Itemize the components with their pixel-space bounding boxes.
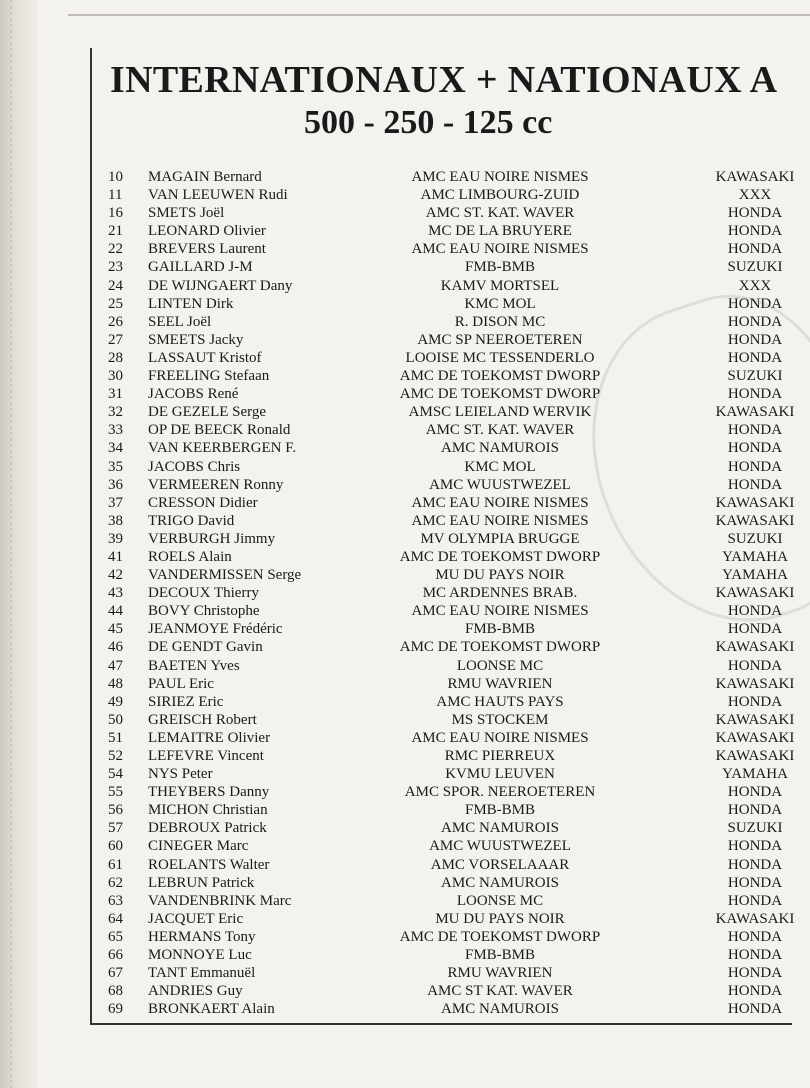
rider-name: BOVY Christophe <box>148 603 260 620</box>
rider-name: MONNOYE Luc <box>148 947 252 964</box>
rider-club: AMC LIMBOURG-ZUID <box>420 187 580 204</box>
rider-club: LOOISE MC TESSENDERLO <box>405 349 595 366</box>
rider-name: FREELING Stefaan <box>148 368 270 385</box>
rider-club: AMC EAU NOIRE NISMES <box>411 169 589 185</box>
rider-name: CRESSON Didier <box>148 494 258 511</box>
rider-club: MS STOCKEM <box>451 711 549 728</box>
rider-make: HONDA <box>727 657 783 674</box>
rider-make: KAWASAKI <box>715 748 795 764</box>
rider-name: VERBURGH Jimmy <box>148 530 276 547</box>
rider-row <box>0 946 810 964</box>
rider-row <box>0 747 810 765</box>
rider-name: VERMEEREN Ronny <box>148 476 284 493</box>
rider-name: TRIGO David <box>148 512 235 529</box>
rider-name: HERMANS Tony <box>148 928 256 945</box>
rider-row <box>0 548 810 566</box>
rider-number: 69 <box>108 1001 123 1018</box>
rider-club: MV OLYMPIA BRUGGE <box>420 530 580 547</box>
rider-make: HONDA <box>727 440 783 457</box>
rider-make: KAWASAKI <box>715 512 795 529</box>
rider-name: LEBRUN Patrick <box>148 874 255 891</box>
rider-club: AMC ST. KAT. WAVER <box>425 205 575 222</box>
rider-number: 48 <box>108 675 123 692</box>
rider-make: KAWASAKI <box>715 585 795 602</box>
rider-name: TANT Emmanuël <box>148 965 256 982</box>
rider-name: SMETS Joël <box>148 205 225 222</box>
rider-number: 65 <box>108 928 123 945</box>
rider-row <box>0 222 810 240</box>
rider-make: YAMAHA <box>722 766 788 783</box>
rider-make: KAWASAKI <box>715 711 795 728</box>
rider-club: FMB-BMB <box>464 621 536 638</box>
rider-number: 52 <box>108 748 123 764</box>
rider-number: 61 <box>108 856 123 873</box>
rider-row <box>0 783 810 801</box>
rider-make: HONDA <box>727 874 783 891</box>
rider-make: HONDA <box>727 802 783 819</box>
rider-number: 23 <box>108 259 123 276</box>
rider-club: KAMV MORTSEL <box>440 277 560 294</box>
rider-name: JACQUET Eric <box>148 910 244 927</box>
rider-number: 50 <box>108 711 123 728</box>
rider-club: AMSC LEIELAND WERVIK <box>408 404 592 421</box>
rider-name: DECOUX Thierry <box>148 585 259 602</box>
rider-name: SMEETS Jacky <box>148 331 244 348</box>
rider-make: SUZUKI <box>727 820 783 837</box>
rider-make: HONDA <box>727 983 783 1000</box>
rider-row <box>0 928 810 946</box>
rider-name: PAUL Eric <box>148 675 214 692</box>
rider-club: AMC DE TOEKOMST DWORP <box>399 639 601 656</box>
rider-club: AMC DE TOEKOMST DWORP <box>399 548 601 565</box>
rider-make: KAWASAKI <box>715 169 795 185</box>
rider-number: 56 <box>108 802 123 819</box>
rider-number: 67 <box>108 965 123 982</box>
rider-club: KMC MOL <box>464 295 536 312</box>
rider-number: 62 <box>108 874 123 891</box>
rider-club: MU DU PAYS NOIR <box>435 910 565 927</box>
rider-make: KAWASAKI <box>715 910 795 927</box>
rider-club: AMC DE TOEKOMST DWORP <box>399 386 601 403</box>
rider-number: 38 <box>108 512 123 529</box>
rider-row <box>0 204 810 222</box>
rider-name: VAN LEEUWEN Rudi <box>148 187 288 204</box>
rider-row <box>0 801 810 819</box>
rider-number: 33 <box>108 422 123 439</box>
rider-make: KAWASAKI <box>715 639 795 656</box>
rider-name: VAN KEERBERGEN F. <box>148 440 297 457</box>
rider-row <box>0 295 810 313</box>
rider-name: JACOBS Chris <box>148 458 241 475</box>
rider-name: ANDRIES Guy <box>148 983 243 1000</box>
rider-number: 11 <box>108 187 123 204</box>
rider-row <box>0 476 810 494</box>
rider-club: AMC NAMUROIS <box>441 1001 559 1018</box>
rider-club: AMC SPOR. NEEROETEREN <box>404 784 596 801</box>
rider-row <box>0 729 810 747</box>
rider-number: 16 <box>108 205 123 222</box>
rider-number: 28 <box>108 349 123 366</box>
rider-row <box>0 620 810 638</box>
rider-club: AMC SP NEEROETEREN <box>417 331 583 348</box>
rider-row <box>0 313 810 331</box>
rider-name: BAETEN Yves <box>148 657 240 674</box>
rider-make: HONDA <box>727 386 783 403</box>
rider-number: 35 <box>108 458 123 475</box>
rider-number: 63 <box>108 892 123 909</box>
rider-row <box>0 494 810 512</box>
rider-number: 27 <box>108 331 123 348</box>
rider-number: 43 <box>108 585 123 602</box>
rider-club: FMB-BMB <box>464 947 536 964</box>
rider-name: ROELS Alain <box>148 548 232 565</box>
rider-make: KAWASAKI <box>715 729 795 746</box>
rider-number: 30 <box>108 368 123 385</box>
rider-name: ROELANTS Walter <box>148 856 270 873</box>
rider-club: RMU WAVRIEN <box>447 675 553 692</box>
rider-name: BREVERS Laurent <box>148 241 266 258</box>
rider-row <box>0 240 810 258</box>
rider-row <box>0 602 810 620</box>
rider-make: SUZUKI <box>727 368 783 385</box>
rider-row <box>0 711 810 729</box>
rider-name: DE GENDT Gavin <box>148 639 263 656</box>
rider-name: BRONKAERT Alain <box>148 1001 275 1018</box>
rider-number: 51 <box>108 729 123 746</box>
rider-number: 46 <box>108 639 123 656</box>
rider-make: SUZUKI <box>727 259 783 276</box>
rider-row <box>0 910 810 928</box>
rider-number: 55 <box>108 784 123 801</box>
rider-make: HONDA <box>727 603 783 620</box>
rider-number: 64 <box>108 910 123 927</box>
rider-name: JACOBS René <box>148 386 239 403</box>
rider-row <box>0 657 810 675</box>
rider-name: SEEL Joël <box>148 313 212 330</box>
rider-name: JEANMOYE Frédéric <box>148 621 283 638</box>
rider-row <box>0 439 810 457</box>
rider-number: 41 <box>108 548 123 565</box>
rider-make: HONDA <box>727 928 783 945</box>
rider-number: 44 <box>108 603 123 620</box>
rider-make: HONDA <box>727 458 783 475</box>
rider-number: 21 <box>108 223 123 240</box>
rider-row <box>0 856 810 874</box>
rider-number: 32 <box>108 404 123 421</box>
rider-club: AMC NAMUROIS <box>441 874 559 891</box>
rider-row <box>0 964 810 982</box>
rider-number: 45 <box>108 621 123 638</box>
rider-row <box>0 421 810 439</box>
rider-make: HONDA <box>727 892 783 909</box>
rider-number: 66 <box>108 947 123 964</box>
rider-name: DE GEZELE Serge <box>148 404 267 421</box>
rider-club: AMC ST KAT. WAVER <box>427 983 573 1000</box>
rider-number: 25 <box>108 295 123 312</box>
rider-row <box>0 566 810 584</box>
rider-club: AMC EAU NOIRE NISMES <box>411 494 589 511</box>
rider-number: 60 <box>108 838 123 855</box>
rider-club: AMC EAU NOIRE NISMES <box>411 512 589 529</box>
rider-club: MC ARDENNES BRAB. <box>422 585 578 602</box>
rider-club: AMC EAU NOIRE NISMES <box>411 603 589 620</box>
rider-number: 37 <box>108 494 123 511</box>
rider-name: CINEGER Marc <box>148 838 249 855</box>
rider-number: 22 <box>108 241 123 258</box>
rider-club: AMC WUUSTWEZEL <box>429 476 571 493</box>
rider-row <box>0 349 810 367</box>
rider-club: RMU WAVRIEN <box>447 965 553 982</box>
rider-number: 26 <box>108 313 123 330</box>
rider-make: HONDA <box>727 621 783 638</box>
rider-row <box>0 837 810 855</box>
rider-make: HONDA <box>727 693 783 710</box>
rider-club: KMC MOL <box>464 458 536 475</box>
rider-make: HONDA <box>727 313 783 330</box>
rider-name: LEFEVRE Vincent <box>148 748 264 764</box>
rider-club: RMC PIERREUX <box>444 748 556 764</box>
rider-make: HONDA <box>727 476 783 493</box>
rider-make: YAMAHA <box>722 548 788 565</box>
rider-club: KVMU LEUVEN <box>445 766 555 783</box>
rider-club: AMC DE TOEKOMST DWORP <box>399 928 601 945</box>
rider-row <box>0 693 810 711</box>
rider-make: YAMAHA <box>722 567 788 584</box>
rider-name: NYS Peter <box>148 766 213 783</box>
rider-make: HONDA <box>727 331 783 348</box>
rider-make: KAWASAKI <box>715 494 795 511</box>
rider-name: LEMAITRE Olivier <box>148 729 271 746</box>
rider-row <box>0 168 810 186</box>
rider-name: GAILLARD J-M <box>148 259 253 276</box>
rider-number: 36 <box>108 476 123 493</box>
rider-number: 54 <box>108 766 123 783</box>
rider-club: AMC VORSELAAAR <box>430 856 570 873</box>
page-subtitle: 500 - 250 - 125 cc <box>304 104 553 141</box>
rider-club: FMB-BMB <box>464 802 536 819</box>
rider-name: GREISCH Robert <box>148 711 257 728</box>
rider-row <box>0 385 810 403</box>
rider-row <box>0 403 810 421</box>
rider-club: LOONSE MC <box>456 657 544 674</box>
rider-make: KAWASAKI <box>715 404 795 421</box>
rider-number: 68 <box>108 983 123 1000</box>
rider-make: HONDA <box>727 947 783 964</box>
rider-make: HONDA <box>727 223 783 240</box>
rider-club: AMC NAMUROIS <box>441 440 559 457</box>
rider-name: DE WIJNGAERT Dany <box>148 277 293 294</box>
rider-name: OP DE BEECK Ronald <box>148 422 291 439</box>
rider-club: AMC EAU NOIRE NISMES <box>411 241 589 258</box>
rider-make: SUZUKI <box>727 530 783 547</box>
rider-number: 34 <box>108 440 123 457</box>
rider-name: LINTEN Dirk <box>148 295 234 312</box>
rider-club: AMC WUUSTWEZEL <box>429 838 571 855</box>
rider-make: KAWASAKI <box>715 675 795 692</box>
rider-row <box>0 892 810 910</box>
rider-row <box>0 258 810 276</box>
rider-row <box>0 331 810 349</box>
rider-name: MICHON Christian <box>148 802 268 819</box>
rider-number: 10 <box>108 169 123 185</box>
rider-make: HONDA <box>727 838 783 855</box>
rider-row <box>0 584 810 602</box>
rider-make: HONDA <box>727 205 783 222</box>
rider-make: HONDA <box>727 1001 783 1018</box>
rider-make: XXX <box>738 187 772 204</box>
rider-club: MC DE LA BRUYERE <box>428 223 572 240</box>
rider-club: LOONSE MC <box>456 892 544 909</box>
rider-club: AMC EAU NOIRE NISMES <box>411 729 589 746</box>
rider-row <box>0 638 810 656</box>
rider-make: HONDA <box>727 965 783 982</box>
rider-club: AMC HAUTS PAYS <box>436 693 564 710</box>
rider-name: SIRIEZ Eric <box>148 693 224 710</box>
page-title: INTERNATIONAUX + NATIONAUX A <box>110 59 778 101</box>
rider-make: HONDA <box>727 241 783 258</box>
rider-name: LASSAUT Kristof <box>148 349 262 366</box>
rider-club: FMB-BMB <box>464 259 536 276</box>
rider-make: HONDA <box>727 784 783 801</box>
rider-number: 39 <box>108 530 123 547</box>
rider-club: R. DISON MC <box>454 313 546 330</box>
rider-make: HONDA <box>727 295 783 312</box>
rider-club: AMC ST. KAT. WAVER <box>425 422 575 439</box>
rider-make: HONDA <box>727 349 783 366</box>
rider-row <box>0 186 810 204</box>
rider-club: MU DU PAYS NOIR <box>435 567 565 584</box>
rider-make: XXX <box>738 277 772 294</box>
rider-list <box>0 168 810 1018</box>
rider-number: 24 <box>108 277 123 294</box>
rider-row <box>0 765 810 783</box>
rider-club: AMC DE TOEKOMST DWORP <box>399 368 601 385</box>
rider-number: 47 <box>108 657 123 674</box>
rider-row <box>0 675 810 693</box>
rider-name: VANDERMISSEN Serge <box>148 567 302 584</box>
rider-row <box>0 982 810 1000</box>
rider-name: LEONARD Olivier <box>148 223 266 240</box>
rider-row <box>0 367 810 385</box>
rider-row <box>0 530 810 548</box>
rider-row <box>0 277 810 295</box>
rider-name: THEYBERS Danny <box>148 784 270 801</box>
rider-row <box>0 874 810 892</box>
rider-number: 49 <box>108 693 123 710</box>
rider-make: HONDA <box>727 856 783 873</box>
top-rule <box>68 14 810 16</box>
rider-make: HONDA <box>727 422 783 439</box>
rider-row <box>0 819 810 837</box>
rider-club: AMC NAMUROIS <box>441 820 559 837</box>
rider-name: MAGAIN Bernard <box>148 169 262 185</box>
rider-name: VANDENBRINK Marc <box>148 892 292 909</box>
rider-name: DEBROUX Patrick <box>148 820 267 837</box>
rider-row <box>0 458 810 476</box>
rider-row <box>0 512 810 530</box>
rider-number: 31 <box>108 386 123 403</box>
rider-number: 42 <box>108 567 123 584</box>
rider-row <box>0 1000 810 1018</box>
rider-number: 57 <box>108 820 123 837</box>
